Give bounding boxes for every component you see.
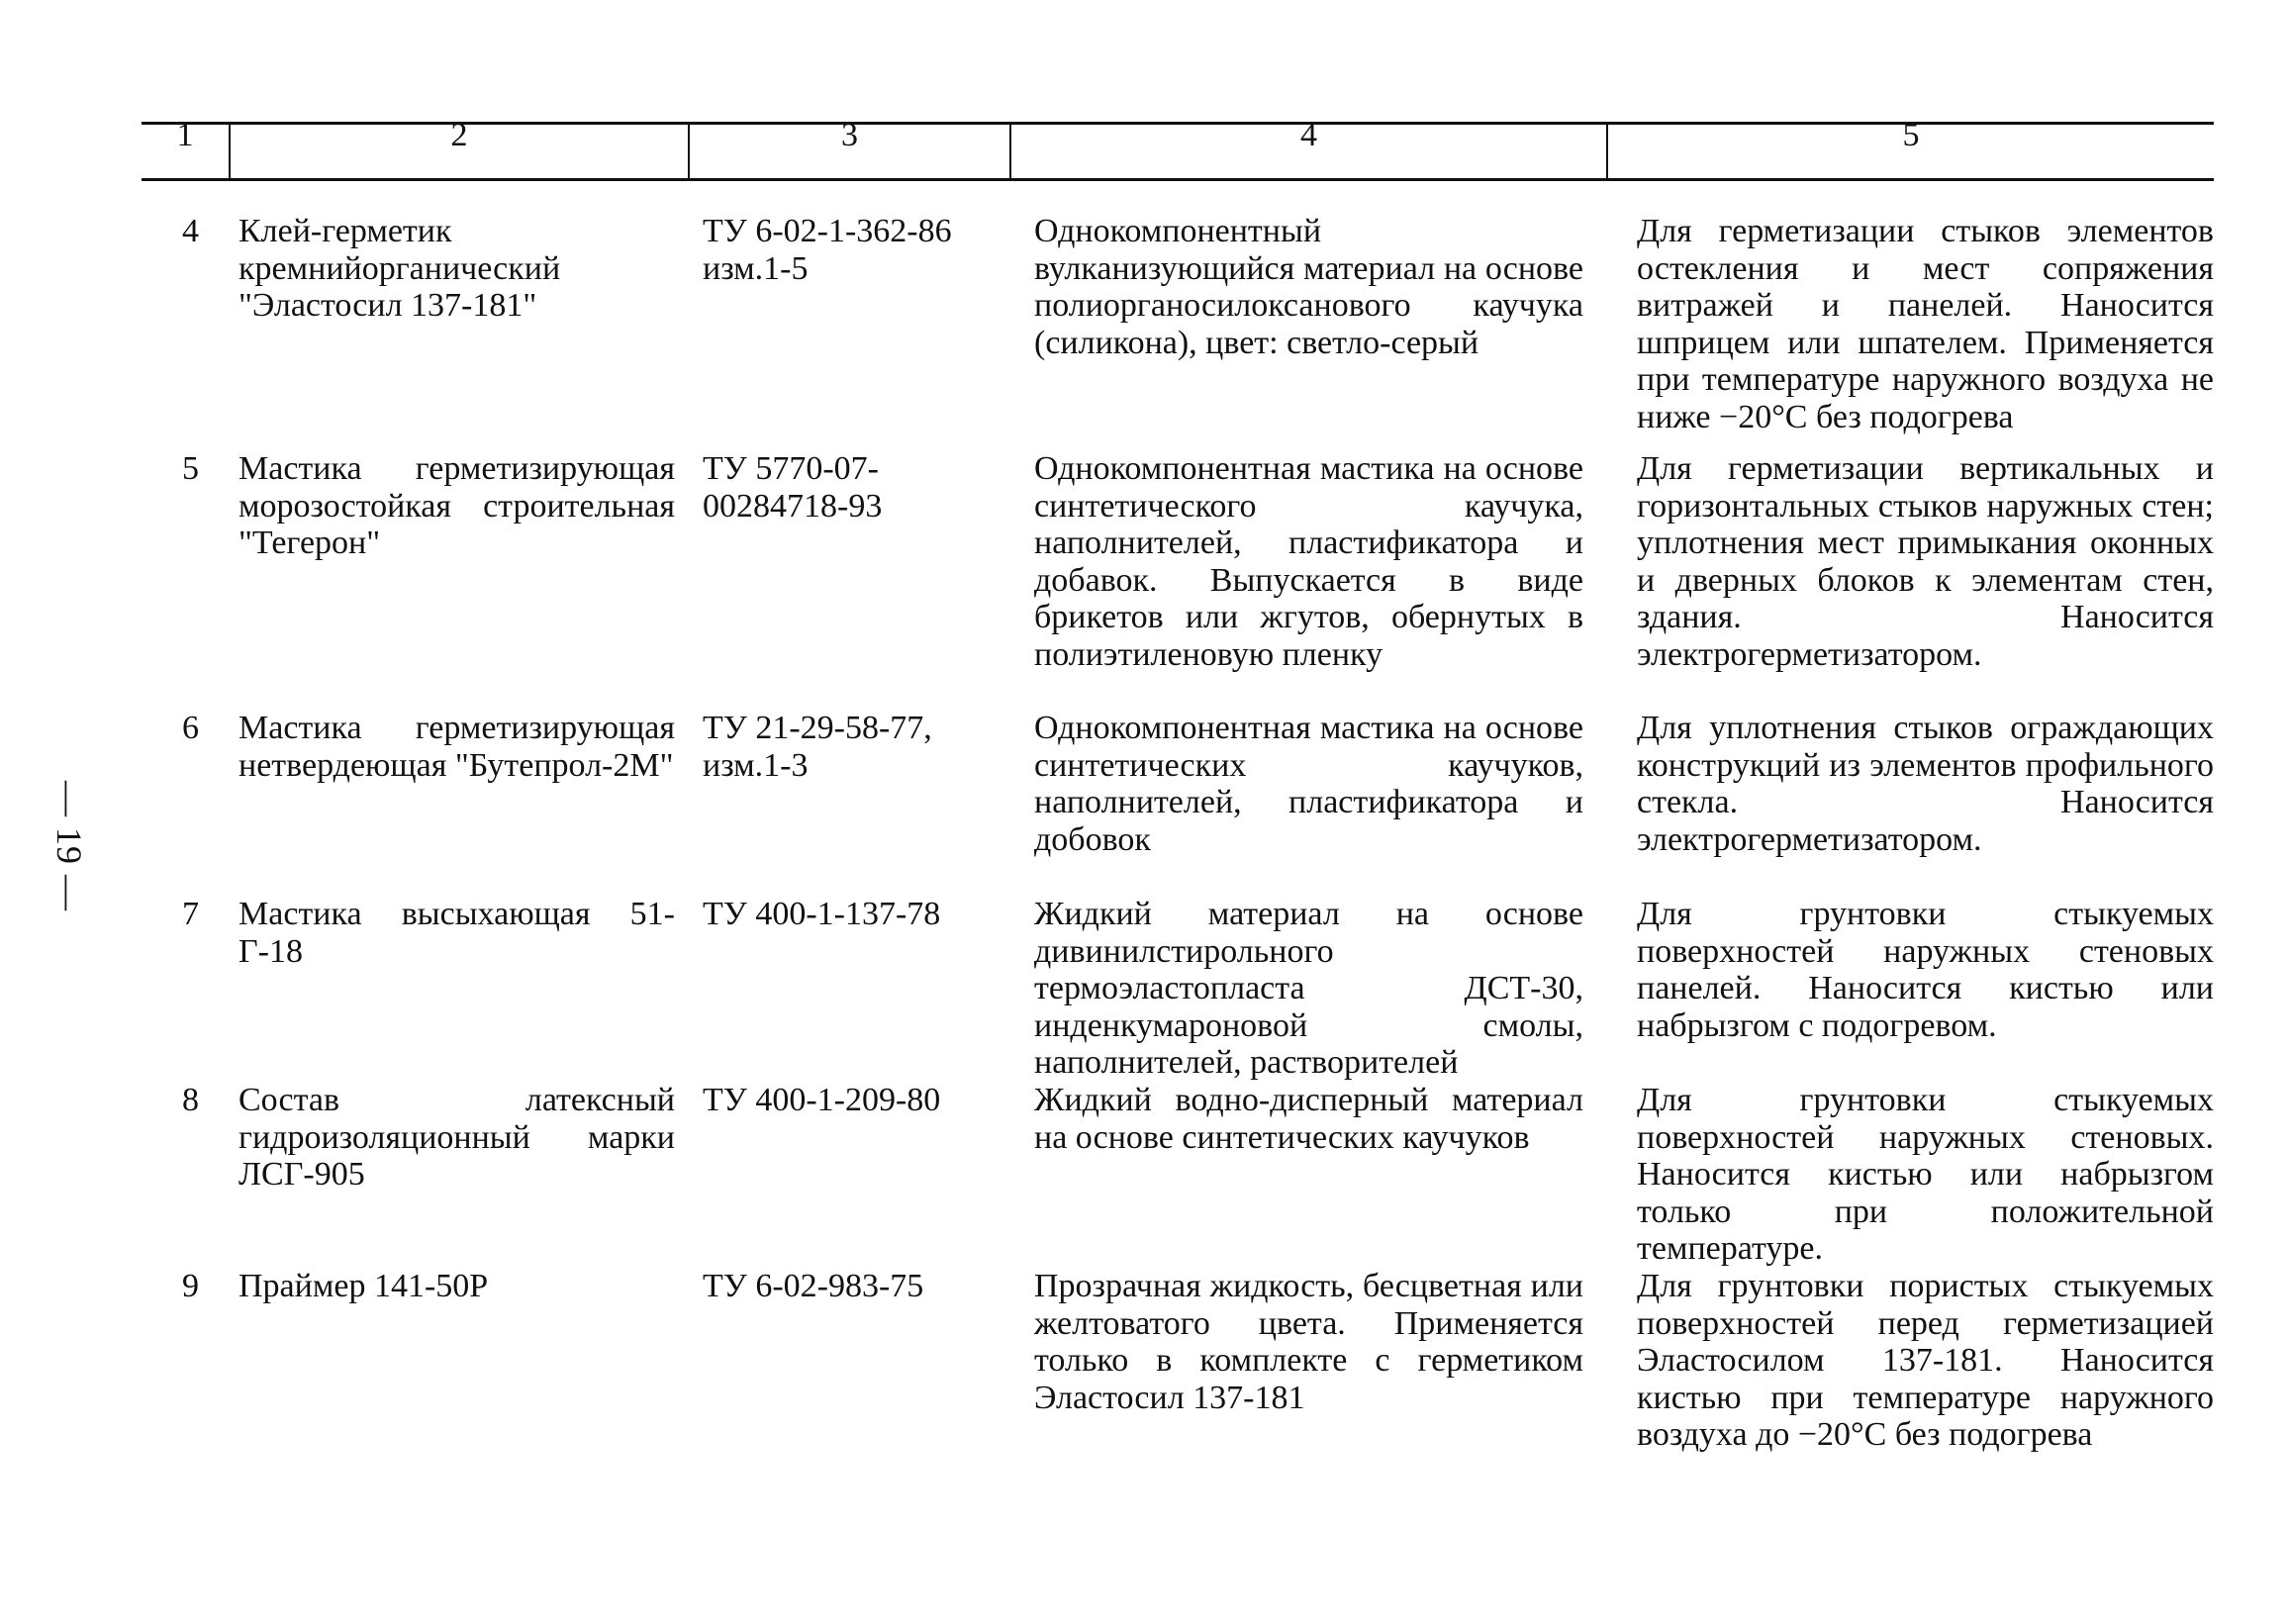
- table-row: [142, 710, 2214, 896]
- material-usage: Для грунтовки пористых стыкуемых поверхностей перед герметизацией Эластосилом 137-181. Наносится кистью при температуре наружного воздуха до −20°С без подогрева: [1637, 1268, 2214, 1453]
- material-usage: Для грунтовки стыкуемых поверхностей наружных стеновых. Наносится кистью или набрызгом только при положительной температуре.: [1637, 1082, 2214, 1267]
- material-name: Праймер 141-50Р: [238, 1268, 489, 1304]
- table-header-row: [142, 124, 2214, 180]
- column-header-usage: 5: [1607, 124, 2214, 180]
- column-header-name: 2: [230, 124, 689, 180]
- table-row: [142, 1082, 2214, 1268]
- material-usage: Для герметизации вертикальных и горизонтальных стыков наружных стен; уплотнения мест примыкания оконных и дверных блоков к элементам стен, здания. Наносится электрогерметизатором.: [1637, 450, 2214, 673]
- row-number: 7: [182, 896, 199, 932]
- column-header-tu: 3: [689, 124, 1010, 180]
- material-usage: Для грунтовки стыкуемых поверхностей наружных стеновых панелей. Наносится кистью или набрызгом с подогревом.: [1637, 896, 2214, 1044]
- tu-code: ТУ 6-02-983-75: [703, 1268, 924, 1304]
- material-description: Однокомпонентная мастика на основе синтетических каучуков, наполнителей, пластификатора и добовок: [1034, 710, 1583, 858]
- material-name: Мастика герметизирующая морозостойкая строительная "Тегерон": [238, 450, 675, 561]
- column-header-number: 1: [142, 124, 230, 180]
- table-row: [142, 450, 2214, 710]
- material-usage: Для уплотнения стыков ограждающих конструкций из элементов профильного стекла. Наносится электрогерметизатором.: [1637, 710, 2214, 858]
- tu-code: ТУ 400-1-137-78: [703, 896, 941, 932]
- table-row: [142, 180, 2214, 451]
- material-name: Мастика герметизирующая нетвердеющая "Бутепрол-2М": [238, 710, 675, 784]
- row-number: 9: [182, 1268, 199, 1304]
- table-row: [142, 896, 2214, 1082]
- tu-code: ТУ 6-02-1-362-86 изм.1-5: [703, 213, 952, 287]
- row-number: 5: [182, 450, 199, 487]
- materials-table: [142, 117, 2214, 1495]
- table-row: [142, 1268, 2214, 1495]
- material-name: Мастика высыхающая 51-Г-18: [238, 896, 675, 970]
- material-description: Однокомпонентная мастика на основе синтетического каучука, наполнителей, пластификатора и добавок. Выпускается в виде брикетов или жгутов, обернутых в полиэтиленовую пленку: [1034, 450, 1583, 673]
- material-name: Состав латексный гидроизоляционный марки ЛСГ-905: [238, 1082, 675, 1193]
- material-description: Прозрачная жидкость, бесцветная или желтоватого цвета. Применяется только в комплекте с герметиком Эластосил 137-181: [1034, 1268, 1583, 1416]
- row-number: 6: [182, 710, 199, 746]
- tu-code: ТУ 21-29-58-77, изм.1-3: [703, 710, 932, 784]
- material-name: Клей-герметик кремнийорганический "Эластосил 137-181": [238, 213, 561, 324]
- material-description: Однокомпонентный вулканизующийся материал на основе полиорганосилоксанового каучука (силикона), цвет: светло-серый: [1034, 213, 1583, 361]
- column-header-description: 4: [1010, 124, 1607, 180]
- material-description: Жидкий материал на основе дивинилстирольного термоэластопласта ДСТ-30, инденкумароновой смолы, наполнителей, растворителей: [1034, 896, 1583, 1081]
- tu-code: ТУ 5770-07-00284718-93: [703, 450, 883, 525]
- row-number: 8: [182, 1082, 199, 1118]
- material-usage: Для герметизации стыков элементов остекления и мест сопряжения витражей и панелей. Наносится шприцем или шпателем. Применяется при температуре наружного воздуха не ниже −20°С без подогрева: [1637, 213, 2214, 435]
- material-description: Жидкий водно-дисперный материал на основе синтетических каучуков: [1034, 1082, 1583, 1156]
- row-number: 4: [182, 213, 199, 249]
- tu-code: ТУ 400-1-209-80: [703, 1082, 941, 1118]
- page-number: — 19 —: [49, 781, 89, 911]
